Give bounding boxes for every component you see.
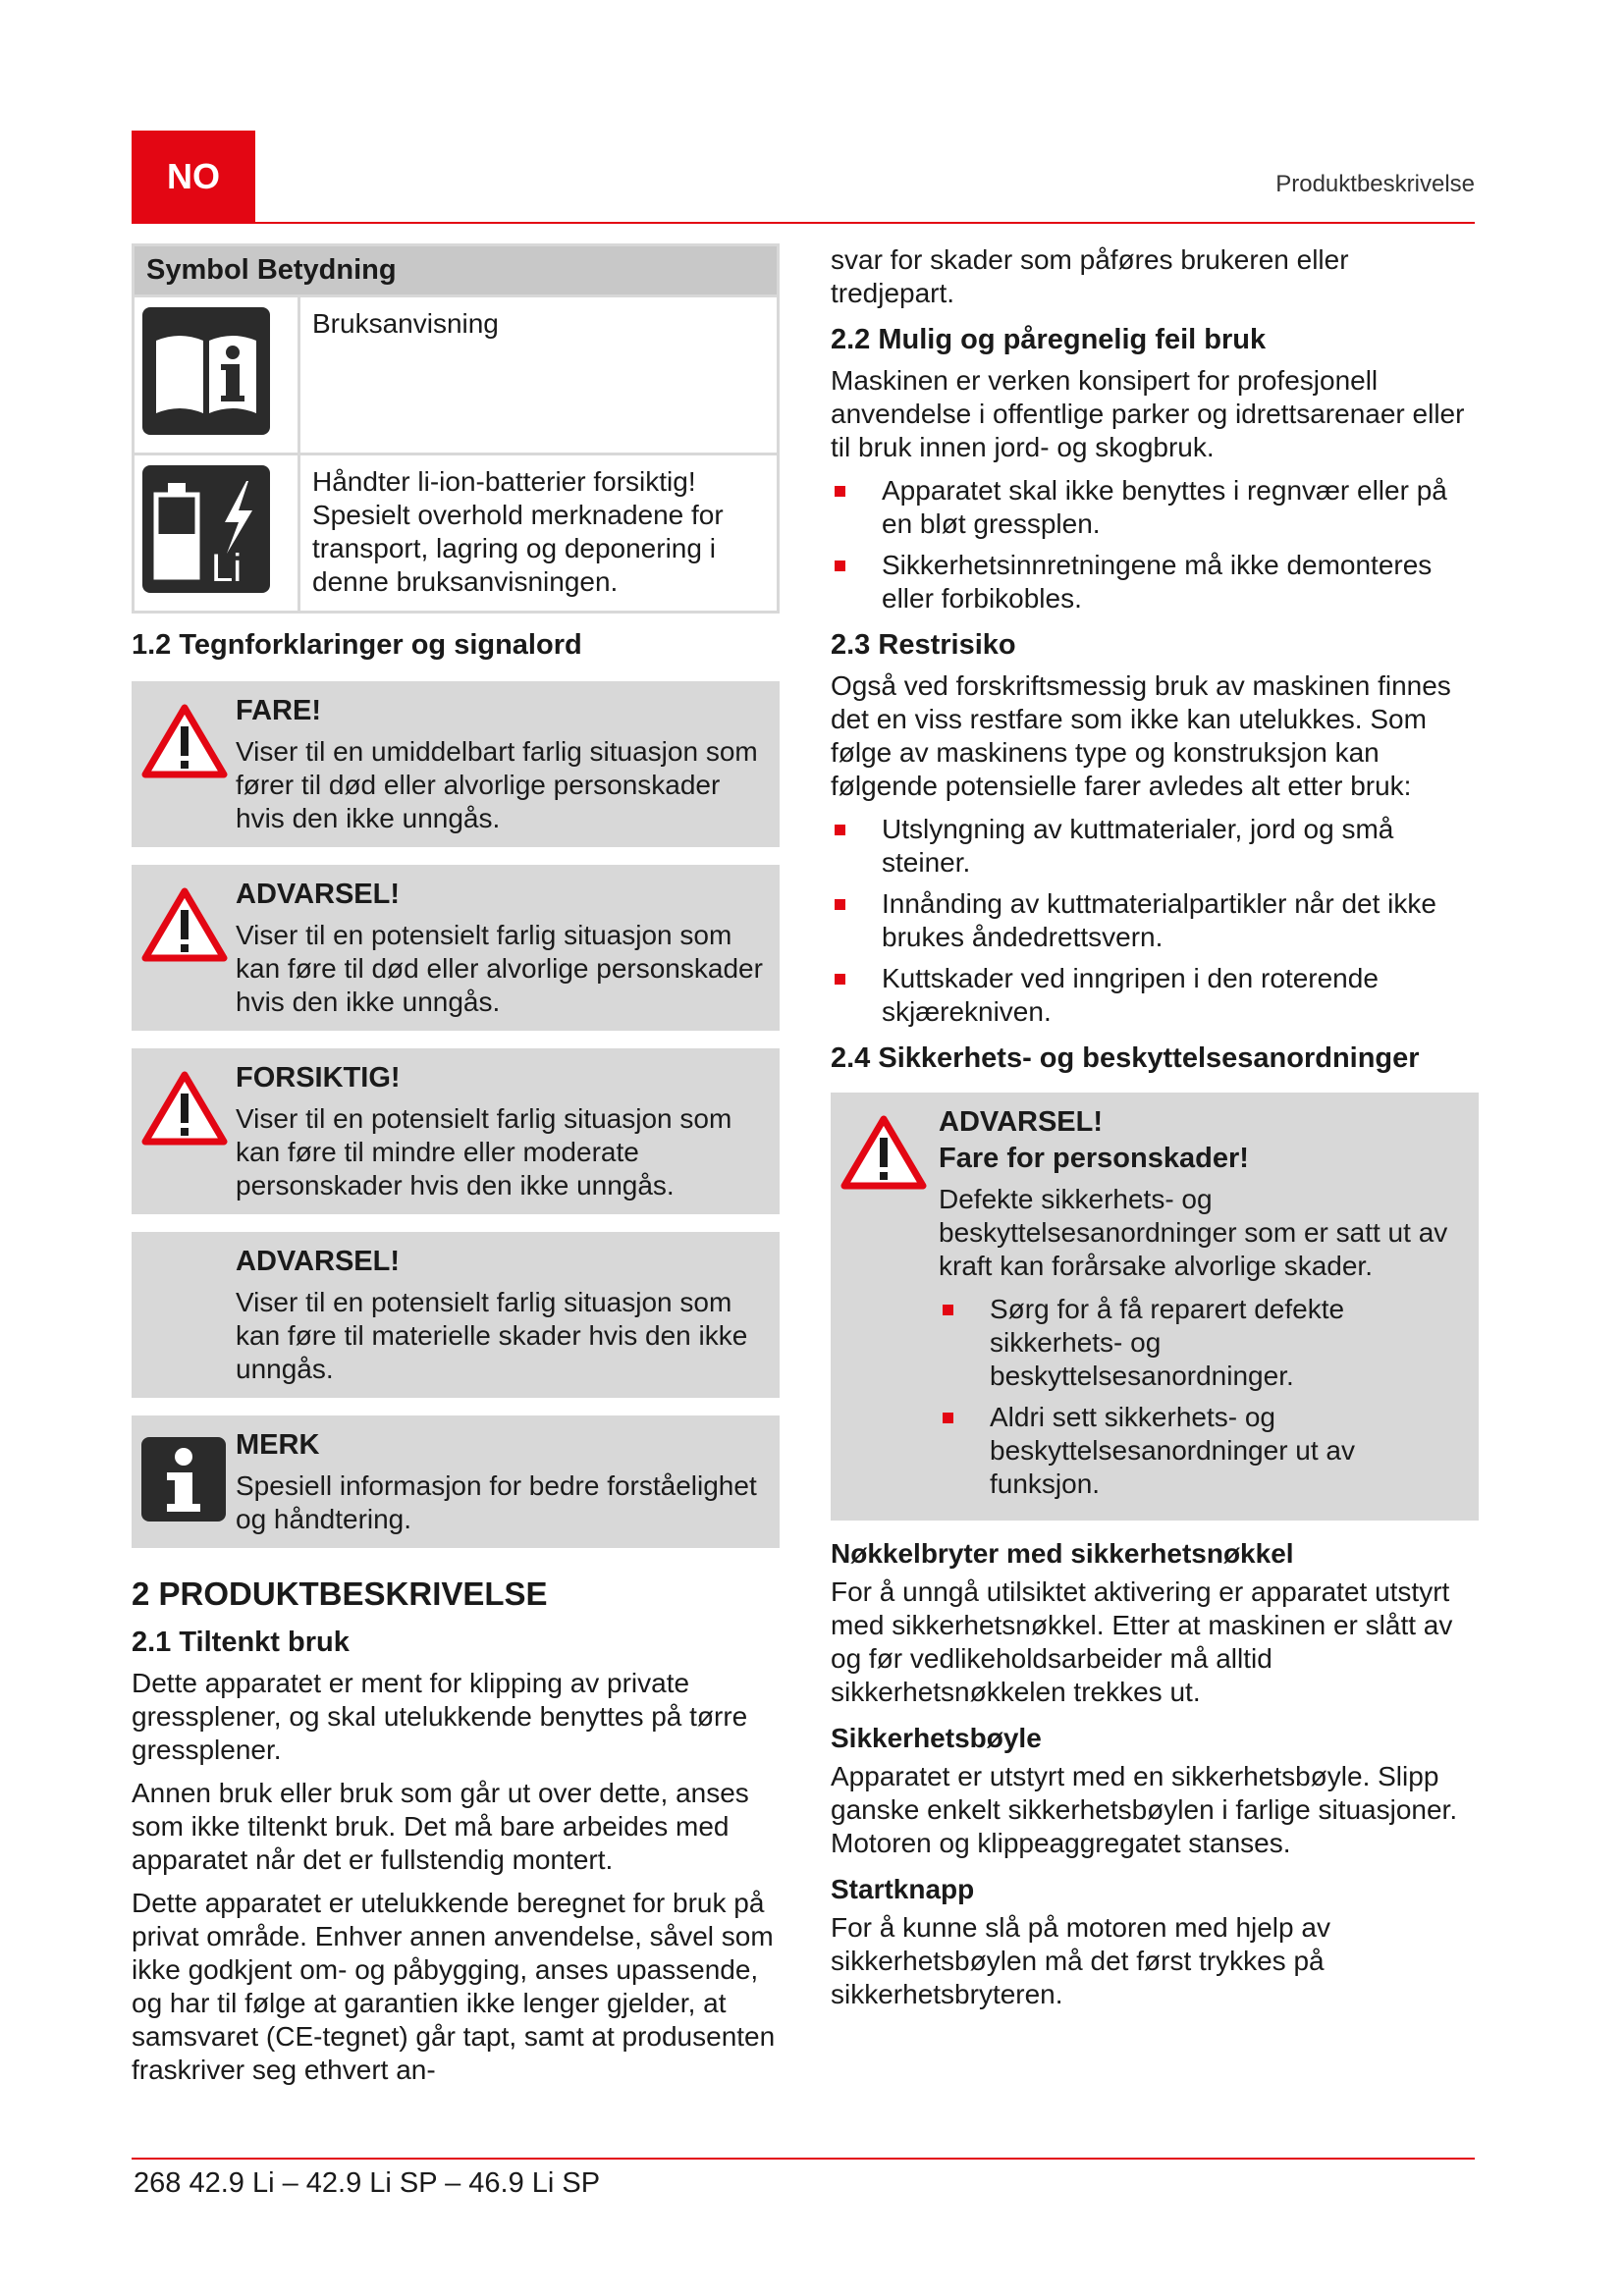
box-title: FARE!: [236, 695, 321, 726]
language-tab: NO: [132, 131, 255, 222]
heading-2-1: 2.1 Tiltenkt bruk: [132, 1627, 350, 1658]
box-text: Viser til en potensielt farlig situasjon som kan føre til død eller alvorlige personskader hvis den ikke unngås.: [236, 920, 763, 1017]
symbol-meaning: Håndter li-ion-batterier forsiktig! Spesielt overhold merknadene for transport, lagring og deponering i denne bruksanvisningen.: [299, 454, 779, 613]
box-title: FORSIKTIG!: [236, 1062, 401, 1094]
paragraph: For å unngå utilsiktet aktivering er apparatet utstyrt med sikkerhetsnøkkel. Etter at maskinen er slått av og før vedlikeholdsarbeider må alltid sikkerhetsnøkkelen trekkes ut.: [831, 1576, 1453, 1707]
box-title: ADVARSEL!: [939, 1106, 1104, 1138]
list-item: Aldri sett sikkerhets- og beskyttelsesanordninger ut av funksjon.: [939, 1401, 1469, 1501]
symbol-table: [132, 243, 780, 614]
personal-injury-warning-box: [831, 1093, 1479, 1521]
box-text: Viser til en potensielt farlig situasjon som kan føre til mindre eller moderate personskader hvis den ikke unngås.: [236, 1103, 732, 1201]
caution-box: [132, 1048, 780, 1214]
paragraph: Annen bruk eller bruk som går ut over dette, anses som ikke tiltenkt bruk. Det må bare arbeides med apparatet når det er fullstendig montert.: [132, 1778, 749, 1875]
table-row: [134, 454, 779, 613]
box-title: ADVARSEL!: [236, 1246, 401, 1277]
box-subtitle: Fare for personskader!: [939, 1143, 1249, 1174]
box-text: Viser til en umiddelbart farlig situasjon som fører til død eller alvorlige personskader hvis den ikke unngås.: [236, 736, 758, 833]
list-item: Kuttskader ved inngripen i den roterende skjærekniven.: [831, 962, 1479, 1029]
section-header: Produktbeskrivelse: [1275, 171, 1475, 197]
paragraph: svar for skader som påføres brukeren eller tredjepart.: [831, 244, 1349, 308]
list-item: Sørg for å få reparert defekte sikkerhets- og beskyttelsesanordninger.: [939, 1293, 1469, 1393]
heading-start-button: Startknapp: [831, 1874, 975, 1904]
footer: [134, 2167, 600, 2200]
symbol-meaning: Bruksanvisning: [299, 296, 779, 454]
box-title: MERK: [236, 1429, 320, 1461]
list-item: Apparatet skal ikke benyttes i regnvær eller på en bløt gressplen.: [831, 474, 1479, 541]
warning-triangle-icon: [141, 703, 228, 779]
left-column: [132, 243, 780, 2097]
meaning-header: Betydning: [256, 254, 397, 286]
paragraph: Dette apparatet er utelukkende beregnet for bruk på privat område. Enhver annen anvendelse, såvel som ikke godkjent om- og påbygging, anses upassende, og har til følge at garantien ikke lenger gjelder, at samsvaret (CE-tegnet) går tapt, samt at produsenten fraskriver seg ethvert an-: [132, 1888, 776, 2085]
paragraph: For å kunne slå på motoren med hjelp av sikkerhetsbøylen må det først trykkes på sikkerhetsbryteren.: [831, 1912, 1330, 2009]
heading-safety-bail: Sikkerhetsbøyle: [831, 1723, 1042, 1753]
bullet-list: [939, 1293, 1469, 1501]
warning-triangle-icon: [141, 1070, 228, 1147]
warning-triangle-icon: [141, 886, 228, 963]
bullet-list: [831, 474, 1479, 615]
paragraph: Dette apparatet er ment for klipping av private gressplener, og skal utelukkende benyttes på tørre gressplener.: [132, 1668, 748, 1765]
note-box: [132, 1415, 780, 1548]
warning-box: [132, 865, 780, 1031]
svg-text:Li: Li: [211, 547, 243, 590]
box-text: Defekte sikkerhets- og beskyttelsesanordninger som er satt ut av kraft kan forårsake alvorlige skader.: [939, 1184, 1448, 1281]
list-item: Sikkerhetsinnretningene må ikke demonteres eller forbikobles.: [831, 549, 1479, 615]
heading-2-3: 2.3 Restrisiko: [831, 629, 1016, 661]
symbol-header: Symbol: [146, 254, 249, 286]
manual-info-icon: [142, 307, 270, 435]
model-names: 42.9 Li – 42.9 Li SP – 46.9 Li SP: [189, 2167, 601, 2199]
footer-divider: [132, 2158, 1475, 2160]
symbol-table-header: [134, 245, 779, 296]
heading-1-2: 1.2 Tegnforklaringer og signalord: [132, 629, 582, 661]
warning-triangle-icon: [840, 1114, 927, 1191]
box-title: ADVARSEL!: [236, 879, 401, 910]
list-item: Innånding av kuttmaterialpartikler når det ikke brukes åndedrettsvern.: [831, 887, 1479, 954]
paragraph: Apparatet er utstyrt med en sikkerhetsbøyle. Slipp ganske enkelt sikkerhetsbøylen i farlige situasjoner. Motoren og klippeaggregatet stanses.: [831, 1761, 1458, 1858]
heading-2-4: 2.4 Sikkerhets- og beskyttelsesanordninger: [831, 1042, 1420, 1074]
property-warning-box: [132, 1232, 780, 1398]
heading-2: 2 PRODUKTBESKRIVELSE: [132, 1575, 548, 1612]
box-text: Spesiell informasjon for bedre forståelighet og håndtering.: [236, 1470, 757, 1534]
bullet-list: [831, 813, 1479, 1029]
paragraph: Maskinen er verken konsipert for profesjonell anvendelse i offentlige parker og idrettsarenaer eller til bruk innen jord- og skogbruk.: [831, 365, 1465, 462]
right-column: [831, 243, 1479, 2021]
info-icon: [141, 1437, 226, 1522]
list-item: Utslyngning av kuttmaterialer, jord og små steiner.: [831, 813, 1479, 880]
box-text: Viser til en potensielt farlig situasjon som kan føre til materielle skader hvis den ikke unngås.: [236, 1287, 748, 1384]
page-number: 268: [134, 2167, 182, 2199]
danger-box: [132, 681, 780, 847]
li-ion-battery-icon: [142, 465, 270, 593]
paragraph: Også ved forskriftsmessig bruk av maskinen finnes det en viss restfare som ikke kan utelukkes. Som følge av maskinens type og konstruksjon kan følgende potensielle farer avledes alt etter bruk:: [831, 670, 1451, 801]
heading-2-2: 2.2 Mulig og påregnelig feil bruk: [831, 324, 1267, 355]
table-row: [134, 296, 779, 454]
heading-key-switch: Nøkkelbryter med sikkerhetsnøkkel: [831, 1538, 1294, 1569]
header-divider: [132, 222, 1475, 224]
